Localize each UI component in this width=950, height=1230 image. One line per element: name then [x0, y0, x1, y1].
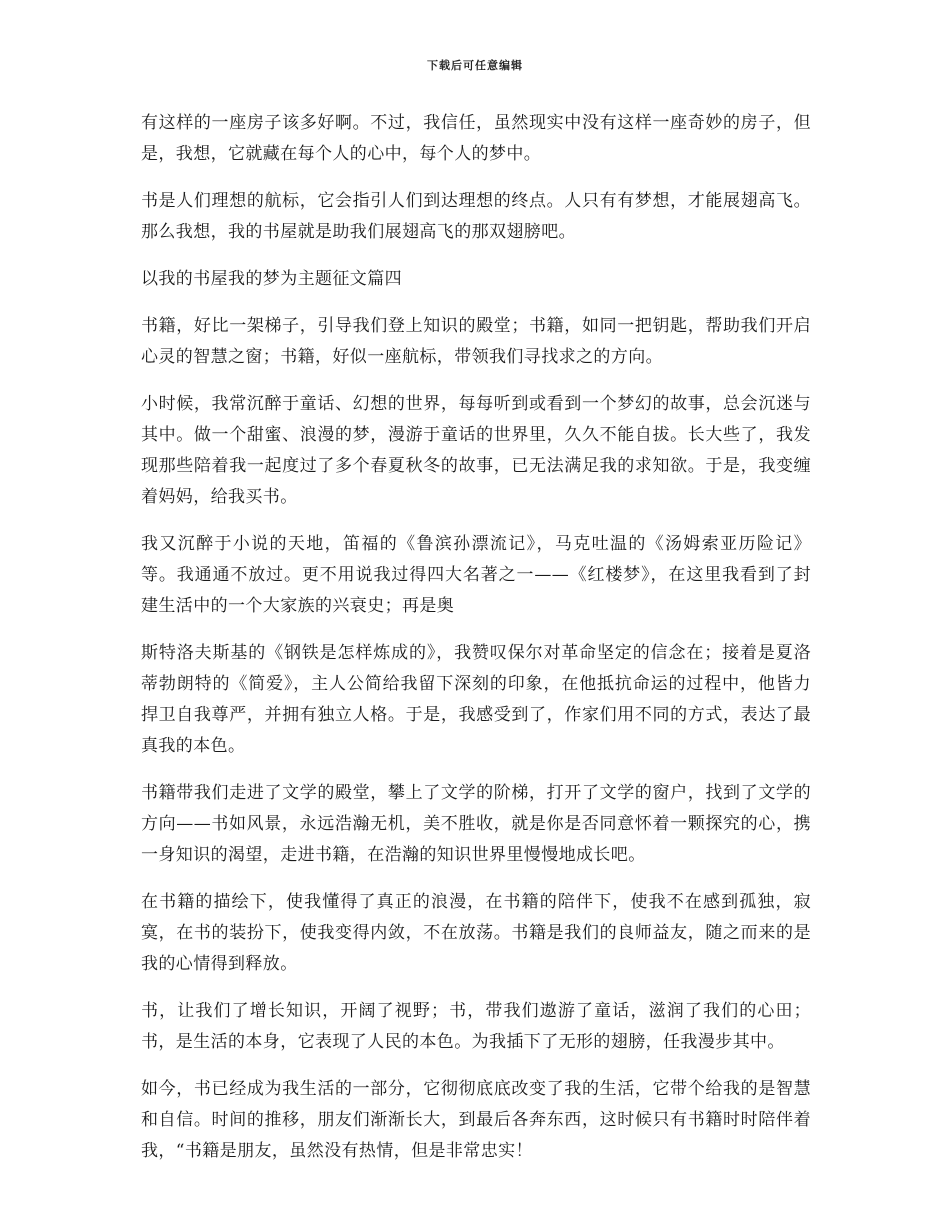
paragraph: 书籍，好比一架梯子，引导我们登上知识的殿堂；书籍，如同一把钥匙，帮助我们开启心灵的智慧之窗；书籍，好似一座航标，带领我们寻找求之的方向。 — [141, 316, 811, 367]
section-heading: 以我的书屋我的梦为主题征文篇四 — [141, 269, 402, 289]
paragraph: 斯特洛夫斯基的《钢铁是怎样炼成的》，我赞叹保尔对革命坚定的信念在；接着是夏洛蒂勃朗特的《简爱》，主人公简给我留下深刻的印象，在他抵抗命运的过程中，他皆力捍卫自我尊严，并拥有独立人格。于是，我感受到了，作家们用不同的方式，表达了最真我的本色。 — [141, 643, 811, 756]
document-body — [141, 108, 811, 1183]
paragraph: 在书籍的描绘下，使我懂得了真正的浪漫，在书籍的陪伴下，使我不在感到孤独，寂寞，在书的装扮下，使我变得内敛，不在放荡。书籍是我们的良师益友，随之而来的是我的心情得到释放。 — [141, 892, 811, 974]
page-header: 下载后可任意编辑 — [427, 59, 523, 72]
paragraph: 如今，书已经成为我生活的一部分，它彻彻底底改变了我的生活，它带个给我的是智慧和自信。时间的推移，朋友们渐渐长大，到最后各奔东西，这时候只有书籍时时陪伴着我，“书籍是朋友，虽然没有热情，但是非常忠实！ — [141, 1079, 811, 1161]
paragraph: 小时候，我常沉醉于童话、幻想的世界，每每听到或看到一个梦幻的故事，总会沉迷与其中。做一个甜蜜、浪漫的梦，漫游于童话的世界里，久久不能自拔。长大些了，我发现那些陪着我一起度过了多个春夏秋冬的故事，已无法满足我的求知欲。于是，我变缠着妈妈，给我买书。 — [141, 394, 811, 507]
paragraph: 有这样的一座房子该多好啊。不过，我信任，虽然现实中没有这样一座奇妙的房子，但是，我想，它就藏在每个人的心中，每个人的梦中。 — [141, 113, 811, 164]
paragraph: 书籍带我们走进了文学的殿堂，攀上了文学的阶梯，打开了文学的窗户，找到了文学的方向——书如风景，永远浩瀚无机，美不胜收，就是你是否同意怀着一颗探究的心，携一身知识的渴望，走进书籍，在浩瀚的知识世界里慢慢地成长吧。 — [141, 783, 811, 865]
paragraph: 我又沉醉于小说的天地，笛福的《鲁滨孙漂流记》，马克吐温的《汤姆索亚历险记》等。我通通不放过。更不用说我过得四大名著之一——《红楼梦》，在这里我看到了封建生活中的一个大家族的兴衰史；再是奥 — [141, 534, 811, 616]
paragraph: 书是人们理想的航标，它会指引人们到达理想的终点。人只有有梦想，才能展翅高飞。那么我想，我的书屋就是助我们展翅高飞的那双翅膀吧。 — [141, 191, 811, 242]
paragraph: 书，让我们了增长知识，开阔了视野；书，带我们遨游了童话，滋润了我们的心田；书，是生活的本身，它表现了人民的本色。为我插下了无形的翅膀，任我漫步其中。 — [141, 1001, 811, 1052]
